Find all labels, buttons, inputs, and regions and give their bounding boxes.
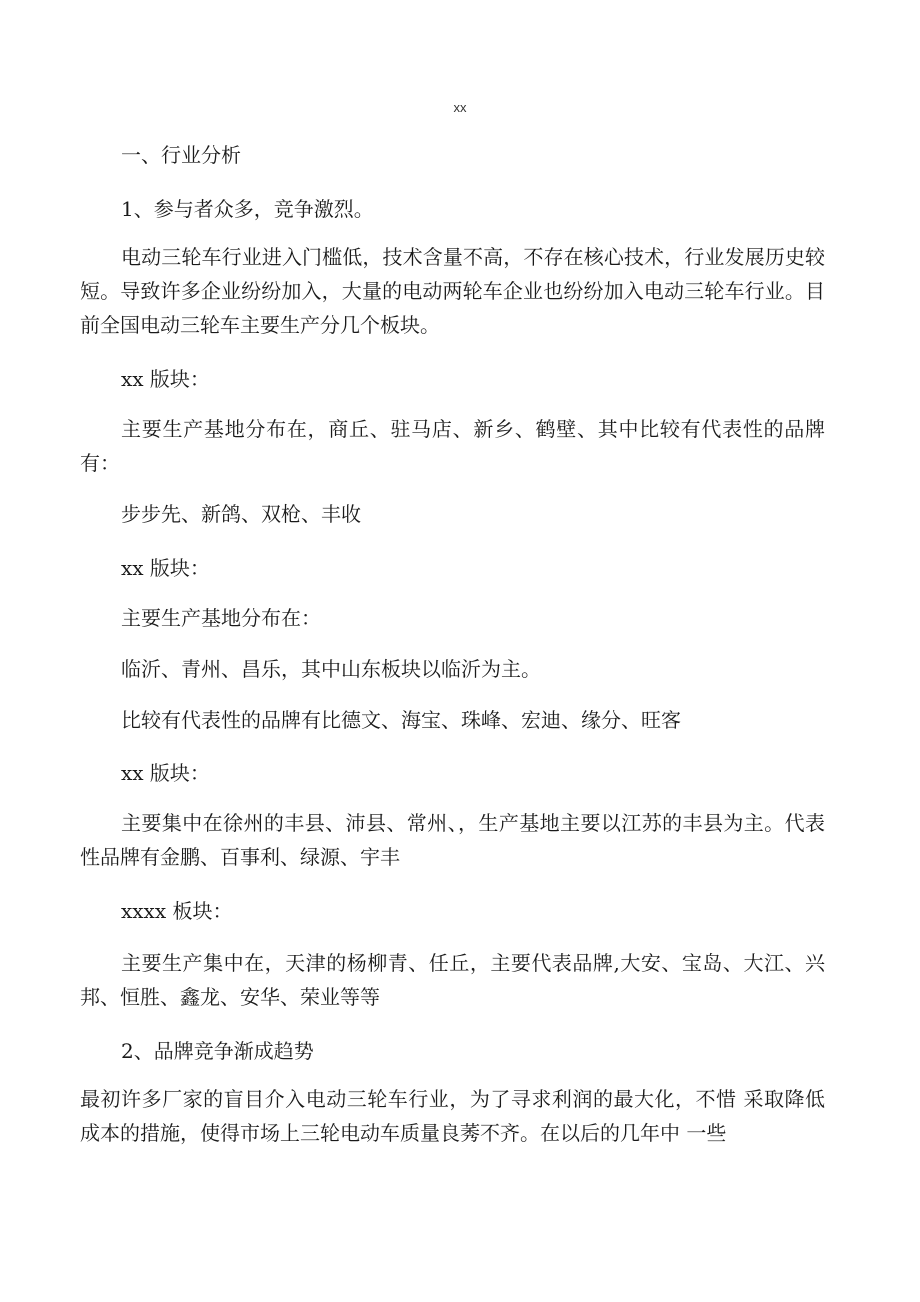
subsection-heading: 2、品牌竞争渐成趋势 — [121, 1039, 314, 1063]
paragraph: 比较有代表性的品牌有比德文、海宝、珠峰、宏迪、缘分、旺客 — [121, 708, 681, 732]
paragraph: 电动三轮车行业进入门槛低，技术含量不高，不存在核心技术，行业发展历史较短。导致许多企业纷纷加入，大量的电动两轮车企业也纷纷加入电动三轮车行业。目前全国电动三轮车主要生产分几个板块。 — [80, 245, 825, 337]
paragraph: 最初许多厂家的盲目介入电动三轮车行业，为了寻求利润的最大化，不惜 采取降低成本的措施，使得市场上三轮电动车质量良莠不齐。在以后的几年中 一些 — [80, 1087, 825, 1145]
paragraph: 主要生产基地分布在，商丘、驻马店、新乡、鹤壁、其中比较有代表性的品牌有： — [80, 417, 825, 475]
paragraph: 步步先、新鸽、双枪、丰收 — [121, 502, 361, 526]
block-title: xx 版块： — [121, 367, 210, 391]
paragraph: 主要生产集中在，天津的杨柳青、任丘，主要代表品牌,大安、宝岛、大江、兴邦、恒胜、鑫龙、安华、荣业等等 — [80, 951, 825, 1009]
block-title: xxxx 板块： — [121, 899, 233, 923]
paragraph: 主要生产基地分布在： — [121, 606, 321, 630]
subsection-heading: 1、参与者众多，竞争激烈。 — [121, 197, 374, 221]
page-header: xx — [453, 100, 467, 115]
block-title: xx 版块： — [121, 556, 210, 580]
section-heading: 一、行业分析 — [121, 143, 241, 167]
block-title: xx 版块： — [121, 761, 210, 785]
paragraph: 临沂、青州、昌乐，其中山东板块以临沂为主。 — [121, 657, 541, 681]
paragraph: 主要集中在徐州的丰县、沛县、常州、，生产基地主要以江苏的丰县为主。代表性品牌有金鹏、百事利、绿源、宇丰 — [80, 811, 825, 869]
